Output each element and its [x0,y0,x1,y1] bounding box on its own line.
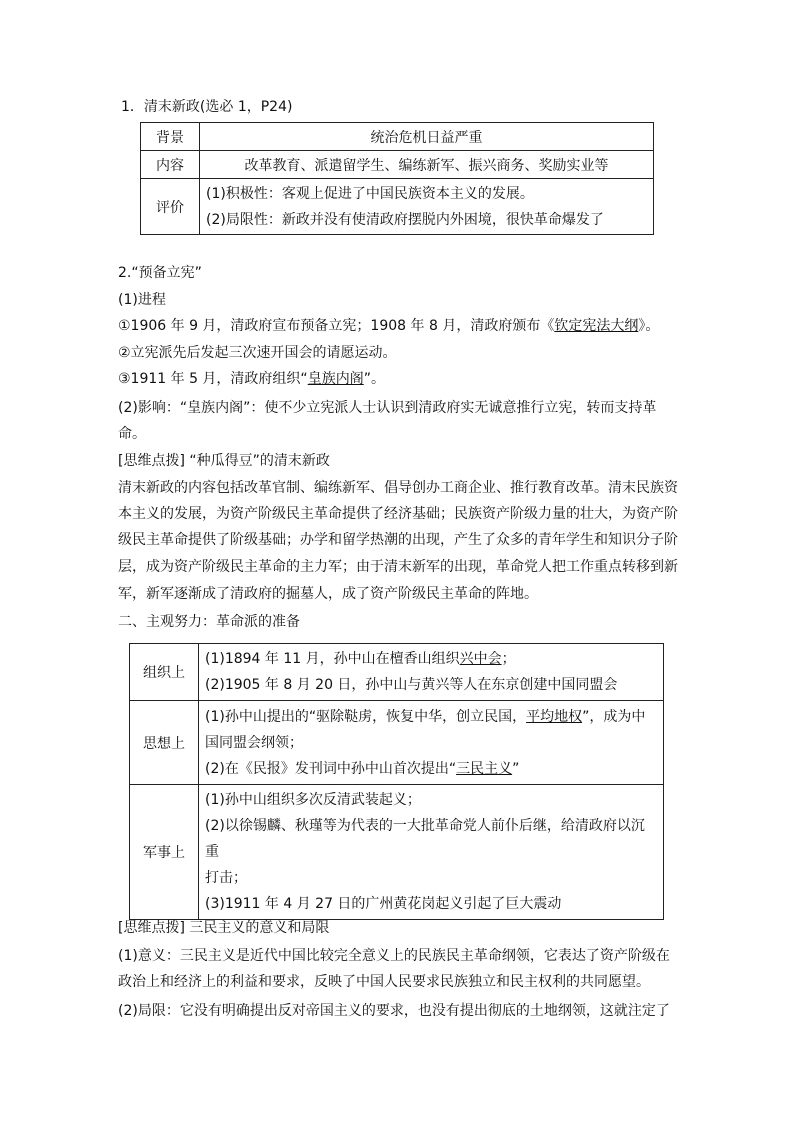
thought-item-2-prefix: (2)在《民报》发刊词中孙中山首次提出“ [205,760,457,777]
row-label-content: 内容 [141,151,200,179]
org-item-1-suffix: ； [501,651,516,667]
thinking-tip-1-line: 清末新政的内容包括改革官制、编练新军、倡导创办工商企业、推行教育改革。清末民族资 [118,480,678,496]
row-label-background: 背景 [141,123,200,151]
three-principles-term: 三民主义 [456,760,513,777]
constitution-outline-term: 钦定宪法大纲 [554,318,639,334]
thinking-tip-2-line: 政治上和经济上的利益和要求，反映了中国人民要求民族独立和民主权利的共同愿望。 [118,974,650,990]
new-policy-table [140,122,654,235]
thinking-tip-2-heading: [思维点拨] 三民主义的意义和局限 [118,920,330,936]
equal-land-rights-term: 平均地权 [526,708,583,725]
section2-title: 2.“预备立宪” [118,265,202,281]
org-item-2: (2)1905 年 8 月 20 日，孙中山与黄兴等人在东京创建中国同盟会 [205,677,618,693]
progress-item-1 [118,316,659,336]
thought-item-2 [205,756,657,782]
section3-title: 二、主观努力：革命派的准备 [118,614,300,630]
row-value-ideology [199,701,664,785]
row-value-content: 改革教育、派遣留学生、编练新军、振兴商务、奖励实业等 [200,151,654,179]
progress-item-1-prefix: ①1906 年 9 月，清政府宣布预备立宪；1908 年 8 月，清政府颁布《 [118,318,555,334]
xingzhonghui-term: 兴中会 [459,651,502,667]
military-item-2: (2)以徐锡麟、秋瑾等为代表的一大批革命党人前仆后继，给清政府以沉重 [205,818,645,860]
thought-item-2-suffix: ” [512,760,520,777]
revolutionary-preparation-table [129,643,664,920]
thought-item-1-suffix: ”，成为中 [582,708,646,725]
thought-item-1-cont: 国同盟会纲领； [205,734,303,751]
row-label-military: 军事上 [130,785,199,920]
thinking-tip-1-line: 级民主革命提供了阶级基础；办学和留学热潮的出现，产生了众多的青年学生和知识分子阶 [118,532,678,548]
impact-line-2: 命。 [118,426,146,442]
row-value-organization [199,644,664,701]
section1-title: 1．清末新政(选必 1，P24) [121,99,293,115]
military-item-1: (1)孙中山组织多次反清武装起义； [205,792,421,808]
progress-item-3 [118,369,385,389]
row-label-ideology: 思想上 [130,701,199,785]
progress-item-1-suffix: 》。 [638,318,660,334]
royal-cabinet-term: 皇族内阁 [307,371,364,387]
impact-line-1: (2)影响：“皇族内阁”：使不少立宪派人士认识到清政府实无诚意推行立宪，转而支持革 [118,400,657,416]
thinking-tip-1-line: 层，成为资产阶级民主革命的主力军；由于清末新军的出现，革命党人把工作重点转移到新 [118,559,678,575]
military-item-2-cont: 打击； [205,870,247,886]
row-value-military [199,785,664,920]
progress-item-3-prefix: ③1911 年 5 月，清政府组织“ [118,371,308,387]
thinking-tip-1-heading: [思维点拨] “种瓜得豆”的清末新政 [118,453,330,469]
thought-item-1-prefix: (1)孙中山提出的“驱除鞑虏，恢复中华，创立民国， [205,708,527,725]
row-value-evaluation [200,179,654,235]
row-label-organization: 组织上 [130,644,199,701]
thinking-tip-2-line: (2)局限：它没有明确提出反对帝国主义的要求，也没有提出彻底的土地纲领，这就注定了 [118,1003,670,1019]
progress-heading: (1)进程 [118,292,166,308]
row-value-background: 统治危机日益严重 [200,123,654,151]
progress-item-2: ②立宪派先后发起三次速开国会的请愿运动。 [118,345,397,361]
thinking-tip-1-line: 军，新军逐渐成了清政府的掘墓人，成了资产阶级民主革命的阵地。 [118,586,538,602]
org-item-1 [205,646,657,672]
thought-item-1 [205,704,657,730]
progress-item-3-suffix: ”。 [363,371,385,387]
military-item-3: (3)1911 年 4 月 27 日的广州黄花岗起义引起了巨大震动 [205,896,562,912]
evaluation-positive: (1)积极性：客观上促进了中国民族资本主义的发展。 [206,185,534,202]
org-item-1-prefix: (1)1894 年 11 月，孙中山在檀香山组织 [205,651,460,667]
row-label-evaluation: 评价 [141,179,200,235]
evaluation-limitation: (2)局限性：新政并没有使清政府摆脱内外困境，很快革命爆发了 [206,211,604,228]
thinking-tip-1-line: 本主义的发展，为资产阶级民主革命提供了经济基础；民族资产阶级力量的壮大，为资产阶 [118,506,678,522]
thinking-tip-2-line: (1)意义：三民主义是近代中国比较完全意义上的民族民主革命纲领，它表达了资产阶级在 [118,948,670,964]
